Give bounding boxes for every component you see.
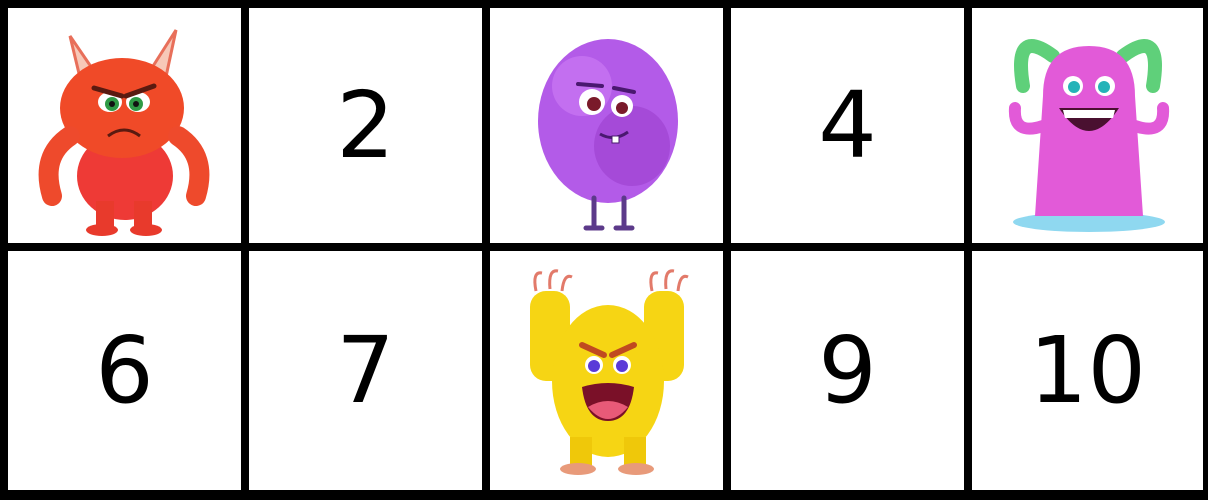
- grid-cell-4[interactable]: [731, 8, 964, 243]
- grid-cell-3[interactable]: [490, 8, 723, 243]
- grid-cell-8[interactable]: [490, 251, 723, 490]
- pink-monster-icon: [993, 16, 1183, 236]
- grid-cell-5[interactable]: [972, 8, 1203, 243]
- grid-cell-9[interactable]: [731, 251, 964, 490]
- cell-number: 2: [336, 71, 395, 179]
- red-monster-icon: [30, 16, 220, 236]
- grid-cell-7[interactable]: [249, 251, 482, 490]
- purple-monster-icon: [512, 16, 702, 236]
- cell-number: 6: [95, 316, 154, 424]
- cell-number: 9: [818, 316, 877, 424]
- cell-number: 7: [336, 316, 395, 424]
- cell-number: 10: [1028, 316, 1147, 424]
- grid-cell-6[interactable]: [8, 251, 241, 490]
- yellow-monster-icon: [512, 261, 702, 481]
- cell-number: 4: [818, 71, 877, 179]
- grid-cell-10[interactable]: [972, 251, 1203, 490]
- grid-cell-1[interactable]: [8, 8, 241, 243]
- grid-cell-2[interactable]: [249, 8, 482, 243]
